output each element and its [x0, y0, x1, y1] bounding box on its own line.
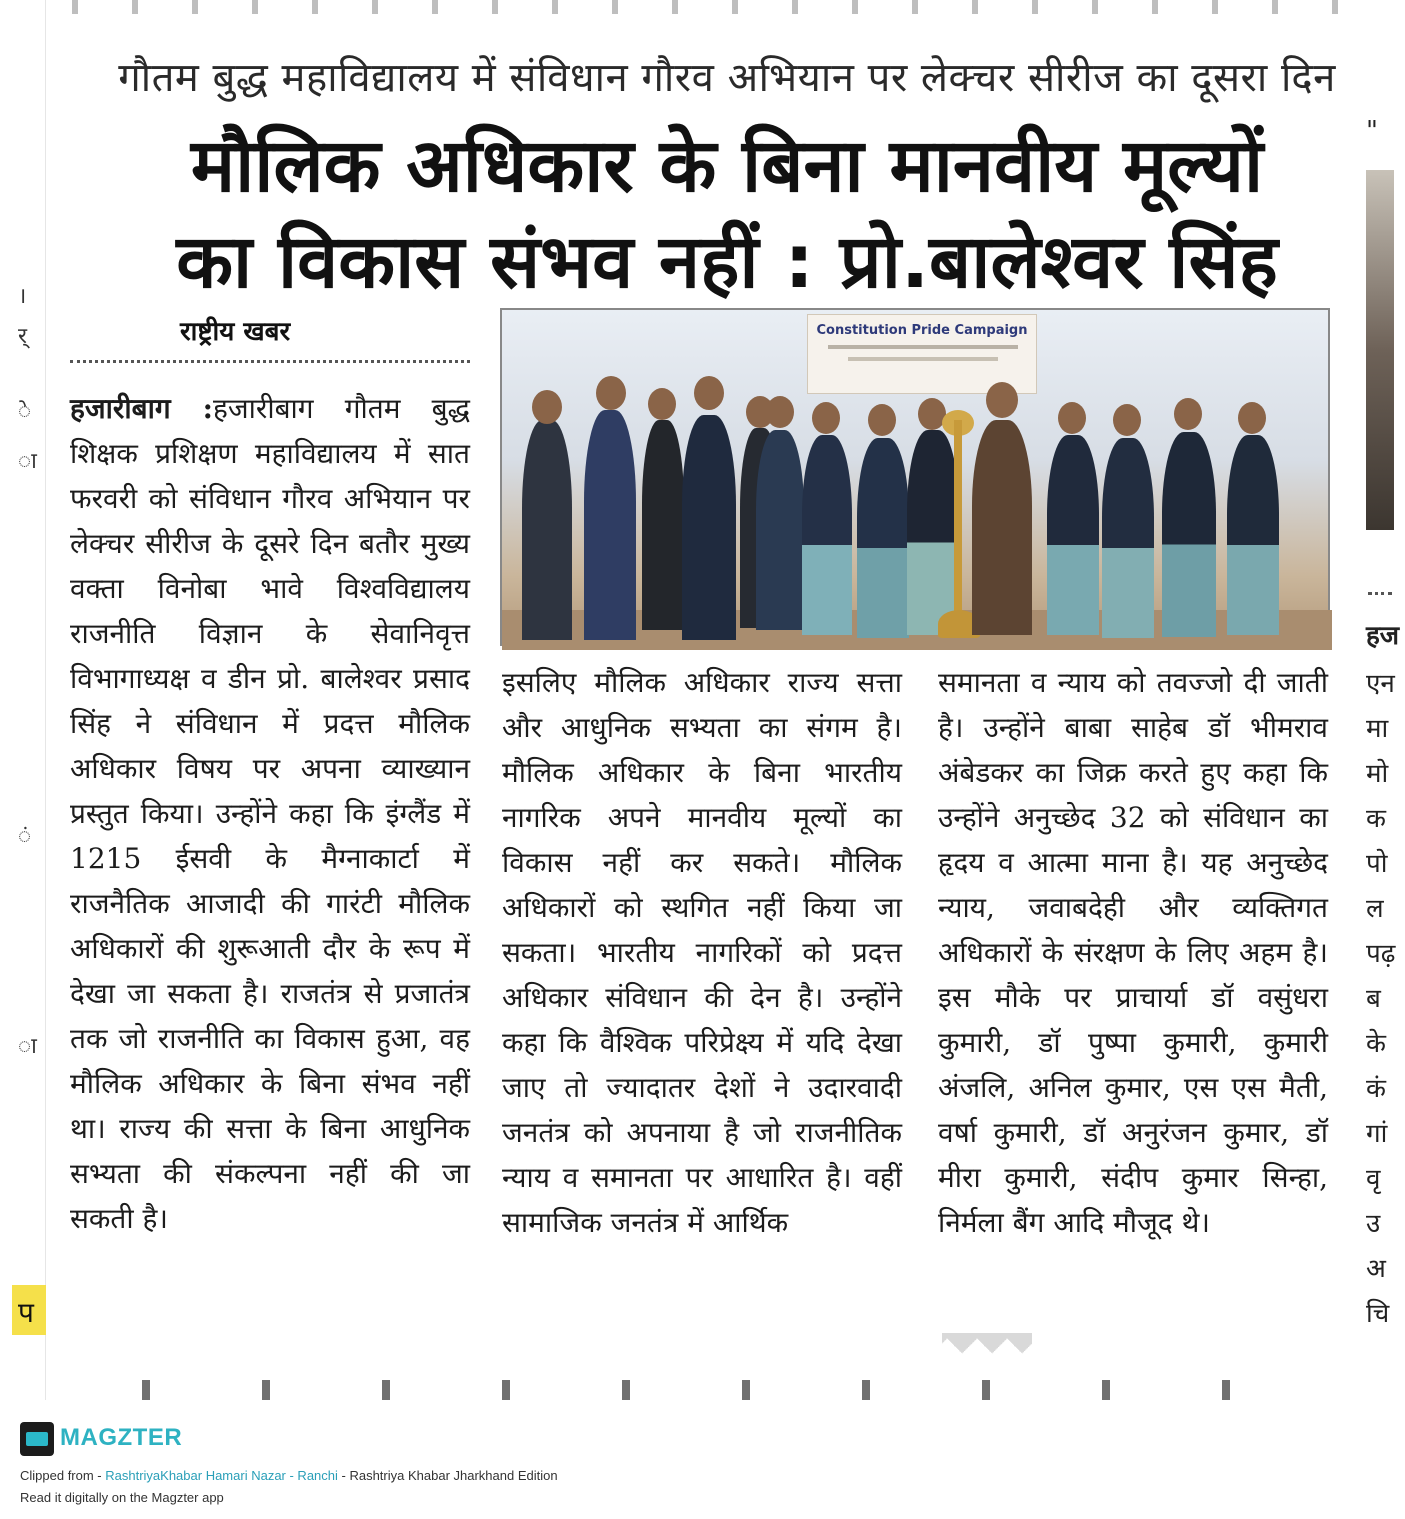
- person-figure: [1047, 435, 1099, 635]
- article-headline: [57, 118, 1397, 310]
- person-figure: [1227, 435, 1279, 635]
- right-strip-fragment: उ: [1366, 1209, 1381, 1239]
- person-head: [648, 388, 676, 420]
- magzter-watermark-icon: [942, 1333, 1032, 1385]
- right-strip-fragment: एन: [1366, 669, 1395, 699]
- right-strip-fragment: गां: [1366, 1119, 1388, 1149]
- right-strip-fragment: पो: [1366, 849, 1388, 879]
- clipped-from-label: Clipped from -: [20, 1468, 106, 1483]
- article-byline: राष्ट्रीय खबर: [180, 317, 291, 347]
- right-strip-fragment: चि: [1366, 1299, 1390, 1329]
- left-strip-highlight: [12, 1285, 46, 1335]
- left-strip-char: ।: [18, 284, 27, 309]
- left-strip-highlight-char: प: [18, 1296, 34, 1329]
- read-digitally-note: Read it digitally on the Magzter app: [20, 1490, 224, 1505]
- clip-footer: [0, 1400, 1405, 1519]
- right-strip-fragment: ल: [1366, 894, 1384, 924]
- byline-divider: [70, 360, 470, 363]
- person-figure: [802, 435, 852, 635]
- person-head: [694, 376, 724, 410]
- person-head: [1174, 398, 1202, 430]
- left-strip-char: ा: [18, 449, 37, 474]
- right-strip-fragment: हज: [1366, 621, 1400, 651]
- headline-line-2: का विकास संभव नहीं : प्रो.बालेश्वर सिंह: [176, 219, 1278, 305]
- person-head: [986, 382, 1018, 418]
- edition-label: - Rashtriya Khabar Jharkhand Edition: [337, 1468, 558, 1483]
- right-strip-fragment: क: [1366, 804, 1386, 834]
- banner-subline: [828, 345, 1018, 349]
- right-strip-fragment: पढ़: [1366, 939, 1396, 969]
- person-figure: [756, 430, 804, 630]
- person-head: [812, 402, 840, 434]
- person-head: [1113, 404, 1141, 436]
- person-head: [596, 376, 626, 410]
- person-figure: [1102, 438, 1154, 638]
- newspaper-clipping: [12, 0, 1400, 1400]
- person-head: [1238, 402, 1266, 434]
- adjacent-photo-fragment: [1366, 170, 1394, 530]
- right-strip-fragment: अ: [1366, 1254, 1386, 1284]
- magzter-logo-text[interactable]: MAGZTER: [60, 1424, 183, 1451]
- person-figure: [522, 420, 572, 640]
- article-column-2: इसलिए मौलिक अधिकार राज्य सत्ता और आधुनिक सभ्यता का संगम है। मौलिक अधिकार के बिना भारतीय नागरिक अपने मानवीय मूल्यों का विकास नहीं कर सकते। मौलिक अधिकारों को स्थगित नहीं किया जा सकता। भारतीय नागरिकों को प्रदत्त अधिकार संविधान की देन है। उन्होंने कहा कि वैश्विक परिप्रेक्ष्य में यदि देखा जाए तो ज्यादातर देशों ने उदारवादी जनतंत्र को अपनाया है जो राजनीतिक न्याय व समानता पर आधारित है। वहीं सामाजिक जनतंत्र में आर्थिक: [502, 666, 902, 1239]
- adjacent-article-right-edge: [1364, 0, 1400, 1400]
- left-strip-char: र्: [18, 324, 27, 349]
- person-figure: [1162, 432, 1216, 637]
- previous-article-cut-edge: [72, 0, 1372, 14]
- person-figure: [682, 415, 736, 640]
- left-strip-char: ा: [18, 1034, 37, 1059]
- left-strip-char: ं: [18, 824, 32, 849]
- person-head: [868, 404, 896, 436]
- headline-line-1: मौलिक अधिकार के बिना मानवीय मूल्यों: [190, 123, 1264, 209]
- person-head: [766, 396, 794, 428]
- next-article-cut-edge: [142, 1380, 1342, 1400]
- magzter-logo-icon[interactable]: [20, 1422, 54, 1456]
- right-strip-fragment: वृ: [1366, 1164, 1381, 1194]
- article-kicker: गौतम बुद्ध महाविद्यालय में संविधान गौरव अभियान पर लेक्चर सीरीज का दूसरा दिन: [118, 55, 1336, 101]
- right-strip-fragment: मो: [1366, 759, 1389, 789]
- person-figure: [584, 410, 636, 640]
- article-column-1: [70, 386, 470, 1241]
- column-1-text: हजारीबाग गौतम बुद्ध शिक्षक प्रशिक्षण महाविद्यालय में सात फरवरी को संविधान गौरव अभियान पर लेक्चर सीरीज के दूसरे दिन बतौर मुख्य वक्ता विनोबा भावे विश्वविद्यालय राजनीति विज्ञान के सेवानिवृत्त विभागाध्यक्ष व डीन प्रो. बालेश्वर प्रसाद सिंह ने संविधान में प्रदत्त मौलिक अधिकार विषय पर अपना व्याख्यान प्रस्तुत किया। उन्होंने कहा कि इंग्लैंड में 1215 ईसवी के मैग्नाकार्टा में राजनैतिक आजादी की गारंटी मौलिक अधिकारों की शुरूआती दौर के रूप में देखा जा सकता है। राजतंत्र से प्रजातंत्र तक जो राजनीति का विकास हुआ, वह मौलिक अधिकार के बिना संभव नहीं था। राज्य की सत्ता के बिना आधुनिक सभ्यता की संकल्पना नहीं की जा सकती है।: [70, 392, 470, 1235]
- adjacent-divider: [1368, 592, 1392, 595]
- right-strip-fragment: ब: [1366, 984, 1381, 1014]
- right-strip-fragment: मा: [1366, 714, 1389, 744]
- article-dateline: हजारीबाग :: [70, 392, 213, 425]
- event-photo: [500, 308, 1330, 646]
- source-publication-link[interactable]: RashtriyaKhabar Hamari Nazar - Ranchi: [105, 1468, 338, 1483]
- person-head: [532, 390, 562, 424]
- person-figure: [972, 420, 1032, 635]
- right-strip-fragment: ": [1366, 116, 1378, 146]
- person-figure: [907, 430, 959, 635]
- campaign-banner-title: Constitution Pride Campaign: [816, 323, 1028, 338]
- person-figure: [857, 438, 909, 638]
- adjacent-article-left-edge: [12, 0, 46, 1400]
- person-figure: [642, 420, 684, 630]
- ceremonial-lamp: [954, 420, 962, 630]
- clip-source-line: [20, 1468, 558, 1483]
- right-strip-fragment: के: [1366, 1029, 1386, 1059]
- left-strip-char: े: [18, 399, 32, 424]
- right-strip-fragment: कं: [1366, 1074, 1386, 1104]
- person-head: [1058, 402, 1086, 434]
- article-column-3: समानता व न्याय को तवज्जो दी जाती है। उन्होंने बाबा साहेब डॉ भीमराव अंबेडकर का जिक्र करते हुए कहा कि उन्होंने अनुच्छेद 32 को संविधान का हृदय व आत्मा माना है। यह अनुच्छेद न्याय, जवाबदेही और व्यक्तिगत अधिकारों के संरक्षण के लिए अहम है। इस मौके पर प्राचार्या डॉ वसुंधरा कुमारी, डॉ पुष्पा कुमारी, कुमारी अंजलि, अनिल कुमार, एस एस मैती, वर्षा कुमारी, डॉ अनुरंजन कुमार, डॉ मीरा कुमारी, संदीप कुमार सिन्हा, निर्मला बैंग आदि मौजूद थे।: [938, 666, 1328, 1239]
- banner-subline: [848, 357, 998, 361]
